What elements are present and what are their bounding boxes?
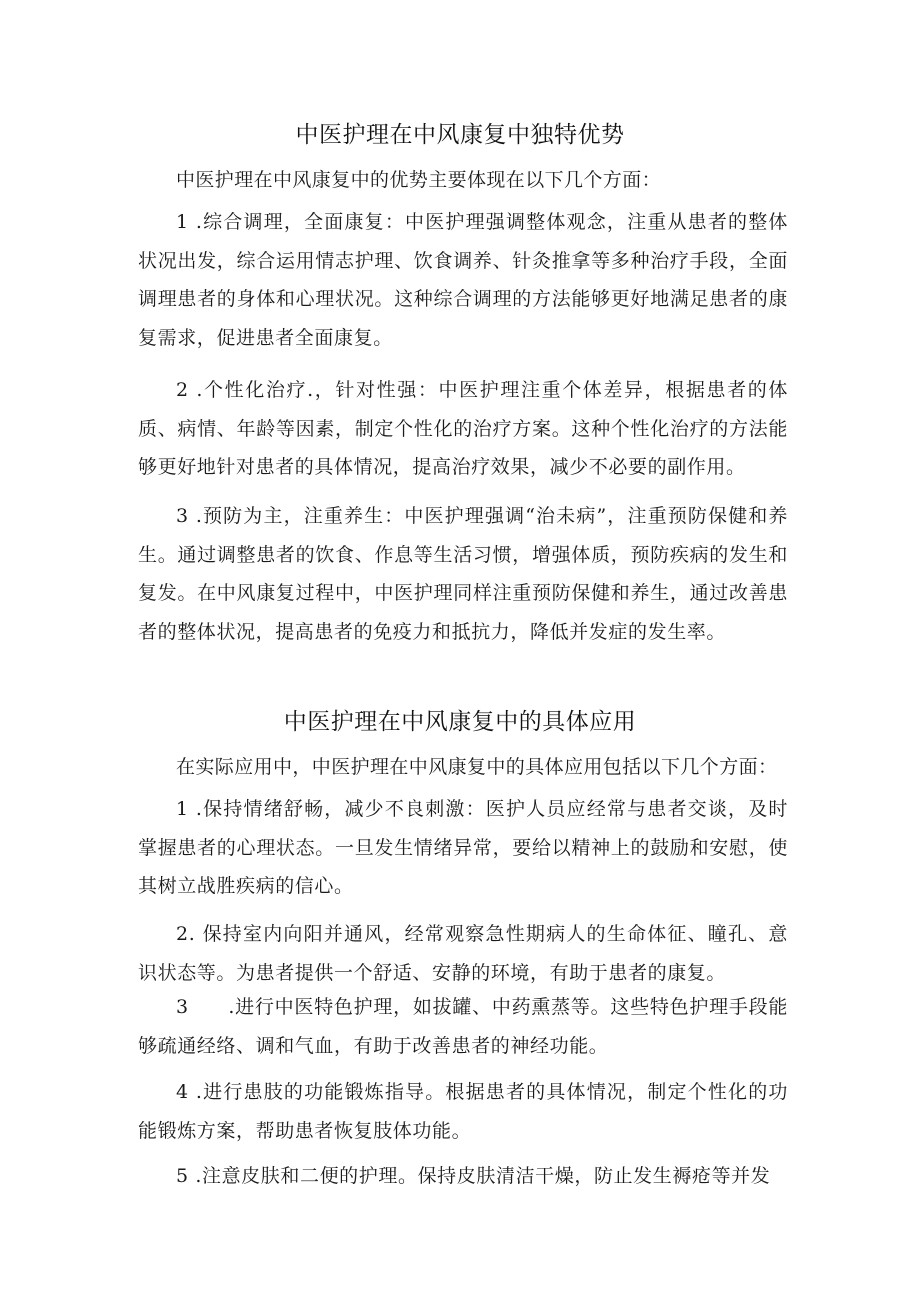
section-1-item-2: 2 .个性化治疗.，针对性强：中医护理注重个体差异，根据患者的体质、病情、年龄等因素，制定个性化的治疗方案。这种个性化治疗的方法能够更好地针对患者的具体情况，提高治疗效果，减少不必要的副作用。: [138, 379, 788, 478]
section-2-intro: 在实际应用中，中医护理在中风康复中的具体应用包括以下几个方面：: [176, 756, 778, 778]
section-2-item-2: 2. 保持室内向阳并通风，经常观察急性期病人的生命体征、瞳孔、意识状态等。为患者提供一个舒适、安静的环境，有助于患者的康复。: [138, 923, 788, 984]
section-2-item-1: 1 .保持情绪舒畅，减少不良刺激：医护人员应经常与患者交谈，及时掌握患者的心理状态。一旦发生情绪异常，要给以精神上的鼓励和安慰，使其树立战胜疾病的信心。: [138, 798, 788, 897]
section-2-item-3: 3 .进行中医特色护理，如拔罐、中药熏蒸等。这些特色护理手段能够疏通经络、调和气血，有助于改善患者的神经功能。: [138, 996, 788, 1057]
section-2-item-5: 5 .注意皮肤和二便的护理。保持皮肤清洁干燥，防止发生褥疮等并发: [176, 1165, 771, 1187]
section-2-title: 中医护理在中风康复中的具体应用: [283, 709, 637, 735]
section-2-item-4: 4 .进行患肢的功能锻炼指导。根据患者的具体情况，制定个性化的功能锻炼方案，帮助患者恢复肢体功能。: [138, 1081, 788, 1142]
section-1-intro: 中医护理在中风康复中的优势主要体现在以下几个方面：: [176, 169, 662, 191]
section-1-item-3: 3 .预防为主，注重养生：中医护理强调“治未病”，注重预防保健和养生。通过调整患者的饮食、作息等生活习惯，增强体质，预防疾病的发生和复发。在中风康复过程中，中医护理同样注重预防保健和养生，通过改善患者的整体状况，提高患者的免疫力和抵抗力，降低并发症的发生率。: [138, 505, 788, 643]
section-1-title: 中医护理在中风康复中独特优势: [295, 122, 625, 148]
section-1-item-1: 1 .综合调理，全面康复：中医护理强调整体观念，注重从患者的整体状况出发，综合运用情志护理、饮食调养、针灸推拿等多种治疗手段，全面调理患者的身体和心理状况。这种综合调理的方法能够更好地满足患者的康复需求，促进患者全面康复。: [138, 211, 788, 349]
